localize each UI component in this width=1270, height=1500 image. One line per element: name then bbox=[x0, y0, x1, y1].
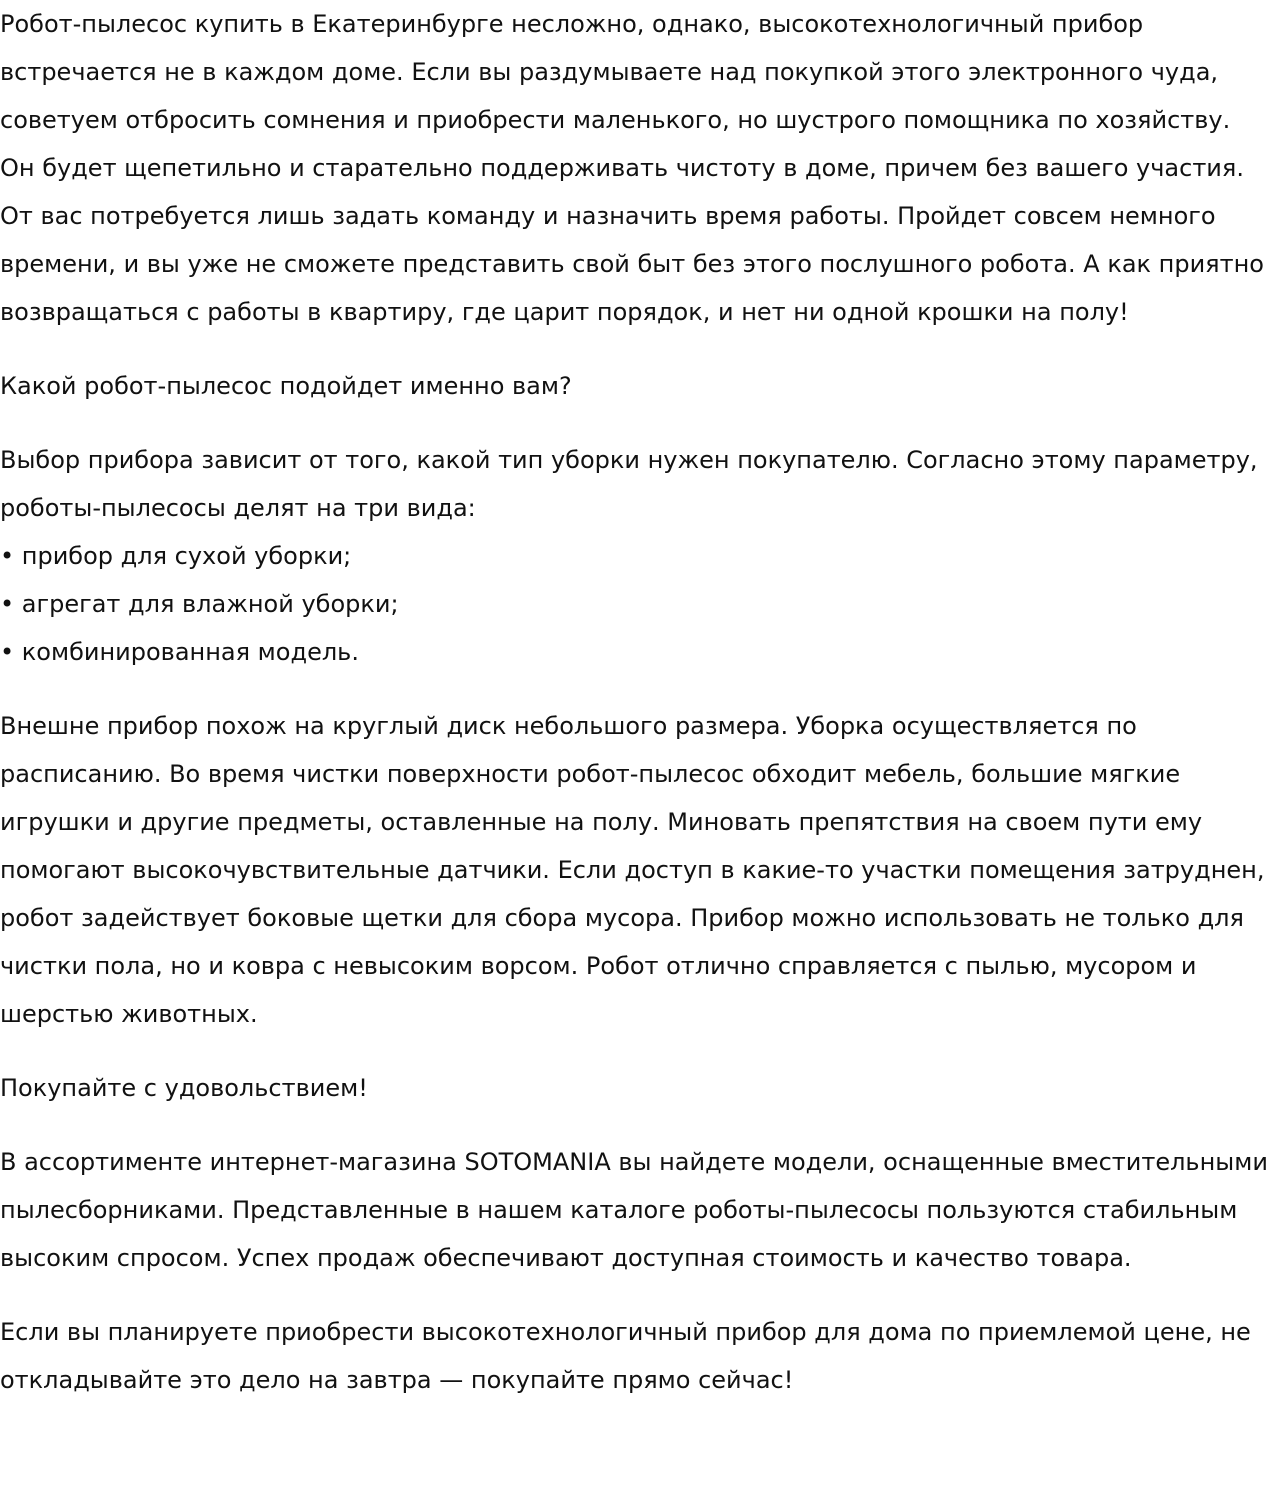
section-heading-buy: Покупайте с удовольствием! bbox=[0, 1074, 368, 1102]
list-item: • агрегат для влажной уборки; bbox=[0, 590, 399, 618]
types-intro-paragraph: Выбор прибора зависит от того, какой тип уборки нужен покупателю. Согласно этому параметру, роботы-пылесосы делят на три вида: bbox=[0, 446, 1258, 522]
list-item: • прибор для сухой уборки; bbox=[0, 542, 352, 570]
section-heading-choice: Какой робот-пылесос подойдет именно вам? bbox=[0, 372, 572, 400]
types-block bbox=[0, 436, 1270, 676]
call-to-action-paragraph: Если вы планируете приобрести высокотехнологичный прибор для дома по приемлемой цене, не откладывайте это дело на завтра — покупайте прямо сейчас! bbox=[0, 1318, 1251, 1394]
assortment-paragraph: В ассортименте интернет-магазина SOTOMANIA вы найдете модели, оснащенные вместительными пылесборниками. Представленные в нашем каталоге роботы-пылесосы пользуются стабильным высоким спросом. Успех продаж обеспечивают доступная стоимость и качество товара. bbox=[0, 1148, 1268, 1272]
description-paragraph: Внешне прибор похож на круглый диск небольшого размера. Уборка осуществляется по расписанию. Во время чистки поверхности робот-пылесос обходит мебель, большие мягкие игрушки и другие предметы, оставленные на полу. Миновать препятствия на своем пути ему помогают высокочувствительные датчики. Если доступ в какие-то участки помещения затруднен, робот задействует боковые щетки для сбора мусора. Прибор можно использовать не только для чистки пола, но и ковра с невысоким ворсом. Робот отлично справляется с пылью, мусором и шерстью животных. bbox=[0, 712, 1265, 1028]
list-item: • комбинированная модель. bbox=[0, 638, 359, 666]
intro-paragraph: Робот-пылесос купить в Екатеринбурге несложно, однако, высокотехнологичный прибор встречается не в каждом доме. Если вы раздумываете над покупкой этого электронного чуда, советуем отбросить сомнения и приобрести маленького, но шустрого помощника по хозяйству. Он будет щепетильно и старательно поддерживать чистоту в доме, причем без вашего участия. От вас потребуется лишь задать команду и назначить время работы. Пройдет совсем немного времени, и вы уже не сможете представить свой быт без этого послушного робота. А как приятно возвращаться с работы в квартиру, где царит порядок, и нет ни одной крошки на полу! bbox=[0, 10, 1264, 326]
